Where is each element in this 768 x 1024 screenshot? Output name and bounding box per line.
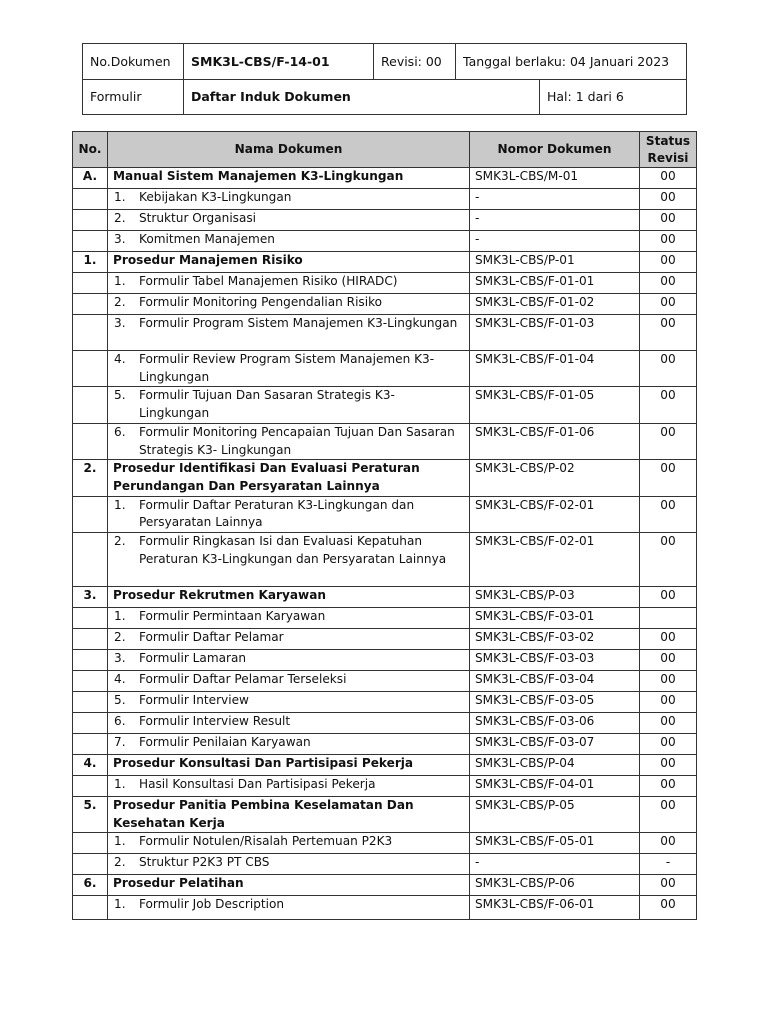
- document-number-cell: SMK3L-CBS/F-01-03: [470, 315, 640, 351]
- item-name: Formulir Ringkasan Isi dan Evaluasi Kepatuhan Peraturan K3-Lingkungan dan Persyaratan Lainnya: [139, 534, 447, 566]
- table-row: [73, 671, 697, 692]
- row-number-cell: 3.: [73, 587, 108, 608]
- status-revisi-cell: 00: [640, 387, 697, 423]
- document-number-cell: SMK3L-CBS/F-01-05: [470, 387, 640, 423]
- row-number-cell: [73, 896, 108, 920]
- document-number-cell: SMK3L-CBS/F-01-06: [470, 423, 640, 459]
- tanggal-berlaku: Tanggal berlaku: 04 Januari 2023: [456, 44, 687, 80]
- column-header-status-line1: Status: [645, 133, 691, 148]
- row-number-cell: [73, 294, 108, 315]
- row-number-cell: 6.: [73, 875, 108, 896]
- document-number-cell: -: [470, 854, 640, 875]
- item-number: 3.: [114, 316, 126, 330]
- document-number-cell: SMK3L-CBS/P-04: [470, 755, 640, 776]
- table-row: [73, 533, 697, 587]
- document-name-cell: [108, 294, 470, 315]
- document-name-cell: [108, 650, 470, 671]
- item-number: 1.: [114, 497, 126, 512]
- item-number: 2.: [114, 534, 126, 549]
- row-number-cell: [73, 650, 108, 671]
- status-revisi-cell: 00: [640, 734, 697, 755]
- item-number: 2.: [114, 630, 126, 645]
- formulir-value: Daftar Induk Dokumen: [184, 79, 540, 115]
- document-number-cell: SMK3L-CBS/P-05: [470, 797, 640, 833]
- header-row-document: [83, 44, 687, 80]
- item-entry: [114, 692, 464, 710]
- row-number-cell: 2.: [73, 460, 108, 496]
- document-number-cell: SMK3L-CBS/P-01: [470, 252, 640, 273]
- no-dokumen-label: No.Dokumen: [83, 44, 184, 80]
- item-number: 1.: [114, 777, 126, 792]
- item-entry: [114, 896, 464, 914]
- status-revisi-cell: 00: [640, 650, 697, 671]
- item-number: 1.: [114, 609, 126, 624]
- status-revisi-cell: 00: [640, 189, 697, 210]
- table-row: [73, 713, 697, 734]
- row-number-cell: 5.: [73, 797, 108, 833]
- status-revisi-cell: 00: [640, 315, 697, 351]
- item-name: Formulir Review Program Sistem Manajemen K3-Lingkungan: [139, 352, 435, 384]
- item-name: Formulir Penilaian Karyawan: [139, 735, 311, 750]
- item-name: Formulir Daftar Pelamar Terseleksi: [139, 672, 347, 687]
- document-name-cell: [108, 273, 470, 294]
- item-number: 6.: [114, 714, 126, 729]
- item-entry: [114, 189, 464, 207]
- table-row: [73, 875, 697, 896]
- section-title: Prosedur Pelatihan: [108, 875, 470, 896]
- document-number-cell: SMK3L-CBS/F-05-01: [470, 833, 640, 854]
- table-row: [73, 231, 697, 252]
- table-row: [73, 189, 697, 210]
- row-number-cell: [73, 273, 108, 294]
- row-number-cell: [73, 671, 108, 692]
- item-name: Formulir Permintaan Karyawan: [139, 609, 326, 624]
- table-row: [73, 692, 697, 713]
- no-dokumen-value: SMK3L-CBS/F-14-01: [184, 44, 374, 80]
- document-name-cell: [108, 776, 470, 797]
- document-number-cell: SMK3L-CBS/F-03-04: [470, 671, 640, 692]
- table-row: [73, 496, 697, 532]
- table-row: [73, 896, 697, 920]
- row-number-cell: [73, 351, 108, 387]
- document-list-table: [72, 131, 697, 920]
- item-number: 2.: [114, 211, 126, 225]
- status-revisi-cell: 00: [640, 294, 697, 315]
- document-name-cell: [108, 713, 470, 734]
- item-number: 1.: [114, 834, 126, 849]
- item-entry: [114, 608, 464, 626]
- item-number: 6.: [114, 424, 126, 439]
- status-revisi-cell: 00: [640, 168, 697, 189]
- document-number-cell: SMK3L-CBS/F-03-03: [470, 650, 640, 671]
- document-name-cell: [108, 210, 470, 231]
- document-header-table: [82, 43, 687, 115]
- status-revisi-cell: 00: [640, 629, 697, 650]
- document-number-cell: SMK3L-CBS/F-03-02: [470, 629, 640, 650]
- document-number-cell: SMK3L-CBS/F-01-04: [470, 351, 640, 387]
- status-revisi-cell: 00: [640, 252, 697, 273]
- document-name-cell: [108, 692, 470, 713]
- item-number: 7.: [114, 735, 126, 750]
- status-revisi-cell: 00: [640, 755, 697, 776]
- status-revisi-cell: 00: [640, 351, 697, 387]
- row-number-cell: [73, 496, 108, 532]
- row-number-cell: [73, 776, 108, 797]
- document-number-cell: SMK3L-CBS/F-01-01: [470, 273, 640, 294]
- item-name: Formulir Tabel Manajemen Risiko (HIRADC): [139, 274, 398, 288]
- document-number-cell: SMK3L-CBS/F-01-02: [470, 294, 640, 315]
- document-number-cell: SMK3L-CBS/F-03-05: [470, 692, 640, 713]
- document-name-cell: [108, 231, 470, 252]
- document-name-cell: [108, 533, 470, 587]
- item-name: Formulir Monitoring Pencapaian Tujuan Dan Sasaran Strategis K3- Lingkungan: [139, 424, 455, 457]
- table-row: [73, 797, 697, 833]
- item-entry: [114, 713, 464, 731]
- row-number-cell: [73, 713, 108, 734]
- item-entry: [114, 424, 464, 459]
- item-name: Formulir Notulen/Risalah Pertemuan P2K3: [139, 834, 393, 849]
- item-name: Formulir Lamaran: [139, 651, 247, 666]
- item-number: 3.: [114, 651, 126, 666]
- status-revisi-cell: 00: [640, 896, 697, 920]
- table-row: [73, 210, 697, 231]
- item-name: Formulir Job Description: [139, 897, 285, 912]
- table-row: [73, 629, 697, 650]
- column-header-status-line2: Revisi: [647, 150, 689, 165]
- section-title: Prosedur Manajemen Risiko: [108, 252, 470, 273]
- document-name-cell: [108, 423, 470, 459]
- table-row: [73, 387, 697, 423]
- table-header-row: [73, 132, 697, 168]
- item-entry: [114, 533, 464, 568]
- document-name-cell: [108, 315, 470, 351]
- document-name-cell: [108, 496, 470, 532]
- status-revisi-cell: [640, 608, 697, 629]
- item-entry: [114, 497, 464, 532]
- item-name: Formulir Daftar Pelamar: [139, 630, 284, 645]
- status-revisi-cell: 00: [640, 587, 697, 608]
- document-number-cell: SMK3L-CBS/F-02-01: [470, 533, 640, 587]
- status-revisi-cell: 00: [640, 875, 697, 896]
- status-revisi-cell: 00: [640, 776, 697, 797]
- table-row: [73, 734, 697, 755]
- item-entry: [114, 650, 464, 668]
- item-name: Formulir Interview: [139, 693, 249, 708]
- table-row: [73, 460, 697, 496]
- table-row: [73, 755, 697, 776]
- document-number-cell: -: [470, 189, 640, 210]
- table-body: [73, 168, 697, 920]
- item-name: Struktur P2K3 PT CBS: [139, 855, 270, 870]
- table-row: [73, 833, 697, 854]
- document-number-cell: SMK3L-CBS/F-04-01: [470, 776, 640, 797]
- row-number-cell: 1.: [73, 252, 108, 273]
- row-number-cell: [73, 608, 108, 629]
- section-title: Manual Sistem Manajemen K3-Lingkungan: [108, 168, 470, 189]
- table-row: [73, 776, 697, 797]
- item-entry: [114, 387, 464, 422]
- item-number: 2.: [114, 295, 126, 309]
- status-revisi-cell: 00: [640, 797, 697, 833]
- table-row: [73, 587, 697, 608]
- row-number-cell: [73, 189, 108, 210]
- item-entry: [114, 351, 464, 386]
- table-row: [73, 252, 697, 273]
- section-title: Prosedur Konsultasi Dan Partisipasi Pekerja: [108, 755, 470, 776]
- revisi-label: Revisi: 00: [374, 44, 456, 80]
- item-number: 2.: [114, 855, 126, 870]
- table-row: [73, 650, 697, 671]
- document-name-cell: [108, 734, 470, 755]
- document-name-cell: [108, 833, 470, 854]
- item-entry: [114, 854, 464, 872]
- item-name: Formulir Interview Result: [139, 714, 291, 729]
- item-entry: [114, 231, 464, 249]
- status-revisi-cell: 00: [640, 833, 697, 854]
- table-row: [73, 294, 697, 315]
- item-name: Formulir Program Sistem Manajemen K3-Lingkungan: [139, 316, 458, 330]
- section-title: Prosedur Rekrutmen Karyawan: [108, 587, 470, 608]
- status-revisi-cell: 00: [640, 692, 697, 713]
- document-name-cell: [108, 896, 470, 920]
- item-entry: [114, 671, 464, 689]
- column-header-no: No.: [73, 132, 108, 168]
- column-header-status: [640, 132, 697, 168]
- document-number-cell: SMK3L-CBS/F-03-01: [470, 608, 640, 629]
- row-number-cell: A.: [73, 168, 108, 189]
- formulir-label: Formulir: [83, 79, 184, 115]
- row-number-cell: [73, 423, 108, 459]
- status-revisi-cell: 00: [640, 533, 697, 587]
- table-row: [73, 423, 697, 459]
- document-number-cell: SMK3L-CBS/P-03: [470, 587, 640, 608]
- document-number-cell: SMK3L-CBS/P-06: [470, 875, 640, 896]
- column-header-nomor: Nomor Dokumen: [470, 132, 640, 168]
- item-number: 1.: [114, 897, 126, 912]
- document-number-cell: SMK3L-CBS/F-02-01: [470, 496, 640, 532]
- item-entry: [114, 294, 464, 312]
- item-number: 3.: [114, 232, 126, 246]
- row-number-cell: [73, 387, 108, 423]
- document-number-cell: -: [470, 231, 640, 252]
- document-number-cell: SMK3L-CBS/F-03-07: [470, 734, 640, 755]
- item-name: Hasil Konsultasi Dan Partisipasi Pekerja: [139, 777, 376, 792]
- status-revisi-cell: 00: [640, 496, 697, 532]
- document-number-cell: SMK3L-CBS/M-01: [470, 168, 640, 189]
- item-entry: [114, 210, 464, 228]
- table-row: [73, 608, 697, 629]
- halaman-label: Hal: 1 dari 6: [540, 79, 687, 115]
- document-name-cell: [108, 671, 470, 692]
- section-title: Prosedur Panitia Pembina Keselamatan Dan Kesehatan Kerja: [108, 797, 470, 833]
- header-row-form: [83, 79, 687, 115]
- document-number-cell: SMK3L-CBS/P-02: [470, 460, 640, 496]
- status-revisi-cell: 00: [640, 671, 697, 692]
- item-entry: [114, 315, 464, 333]
- status-revisi-cell: 00: [640, 713, 697, 734]
- document-name-cell: [108, 854, 470, 875]
- item-number: 4.: [114, 672, 126, 687]
- table-row: [73, 351, 697, 387]
- item-number: 1.: [114, 190, 126, 204]
- item-name: Komitmen Manajemen: [139, 232, 275, 246]
- item-entry: [114, 734, 464, 752]
- row-number-cell: [73, 629, 108, 650]
- item-entry: [114, 629, 464, 647]
- document-number-cell: SMK3L-CBS/F-03-06: [470, 713, 640, 734]
- document-number-cell: -: [470, 210, 640, 231]
- row-number-cell: 4.: [73, 755, 108, 776]
- item-entry: [114, 833, 464, 851]
- status-revisi-cell: 00: [640, 460, 697, 496]
- item-name: Kebijakan K3-Lingkungan: [139, 190, 292, 204]
- item-name: Formulir Monitoring Pengendalian Risiko: [139, 295, 383, 309]
- item-number: 5.: [114, 388, 126, 403]
- row-number-cell: [73, 854, 108, 875]
- document-name-cell: [108, 608, 470, 629]
- status-revisi-cell: 00: [640, 423, 697, 459]
- table-row: [73, 315, 697, 351]
- item-name: Struktur Organisasi: [139, 211, 257, 225]
- row-number-cell: [73, 231, 108, 252]
- row-number-cell: [73, 315, 108, 351]
- row-number-cell: [73, 692, 108, 713]
- document-name-cell: [108, 629, 470, 650]
- column-header-nama: Nama Dokumen: [108, 132, 470, 168]
- row-number-cell: [73, 734, 108, 755]
- document-name-cell: [108, 189, 470, 210]
- item-entry: [114, 776, 464, 794]
- table-row: [73, 168, 697, 189]
- status-revisi-cell: -: [640, 854, 697, 875]
- item-number: 1.: [114, 274, 126, 288]
- document-number-cell: SMK3L-CBS/F-06-01: [470, 896, 640, 920]
- document-name-cell: [108, 387, 470, 423]
- table-row: [73, 273, 697, 294]
- status-revisi-cell: 00: [640, 231, 697, 252]
- section-title: Prosedur Identifikasi Dan Evaluasi Peraturan Perundangan Dan Persyaratan Lainnya: [108, 460, 470, 496]
- table-row: [73, 854, 697, 875]
- row-number-cell: [73, 210, 108, 231]
- item-name: Formulir Daftar Peraturan K3-Lingkungan dan Persyaratan Lainnya: [139, 497, 415, 530]
- row-number-cell: [73, 833, 108, 854]
- item-entry: [114, 273, 464, 291]
- item-number: 5.: [114, 693, 126, 708]
- row-number-cell: [73, 533, 108, 587]
- status-revisi-cell: 00: [640, 210, 697, 231]
- item-number: 4.: [114, 352, 126, 366]
- item-name: Formulir Tujuan Dan Sasaran Strategis K3-Lingkungan: [139, 388, 395, 421]
- document-name-cell: [108, 351, 470, 387]
- status-revisi-cell: 00: [640, 273, 697, 294]
